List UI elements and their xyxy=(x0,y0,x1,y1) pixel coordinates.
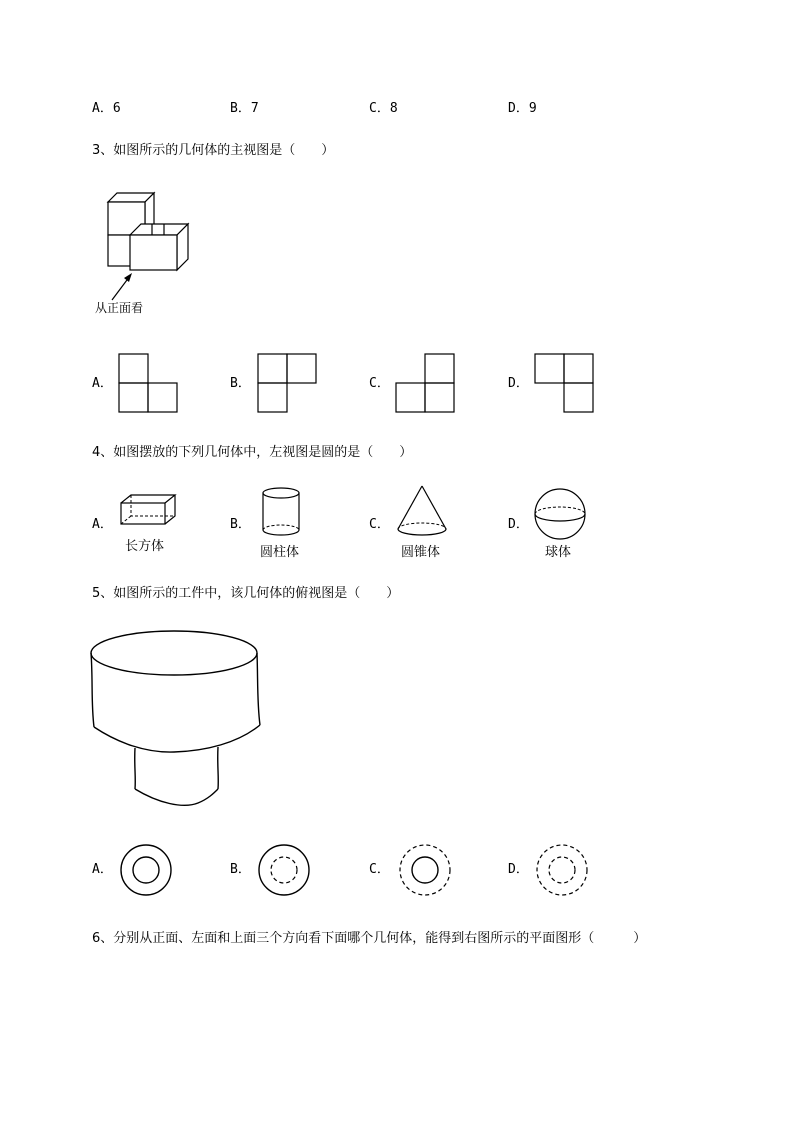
q5-option-a-figure[interactable] xyxy=(118,842,174,898)
q3-option-d-letter[interactable]: D． xyxy=(508,376,529,391)
cylinder-figure[interactable] xyxy=(260,486,302,538)
view-direction-label: 从正面看 xyxy=(95,301,144,315)
cone-figure[interactable] xyxy=(394,483,450,539)
q5-option-c-letter[interactable]: C． xyxy=(369,862,390,877)
q3-stem: 3、如图所示的几何体的主视图是（ ） xyxy=(92,143,335,158)
q5-option-b-letter[interactable]: B． xyxy=(230,862,251,877)
q4-caption-cuboid: 长方体 xyxy=(125,539,165,554)
q2-option-a[interactable]: A．6 xyxy=(92,101,121,116)
q3-cube-figure xyxy=(100,188,200,278)
view-direction-arrow xyxy=(108,270,138,304)
q5-stem: 5、如图所示的工件中，该几何体的俯视图是（ ） xyxy=(92,586,400,601)
q4-option-b-letter[interactable]: B． xyxy=(230,517,251,532)
q3-option-c-figure[interactable] xyxy=(395,353,457,415)
q5-option-b-figure[interactable] xyxy=(256,842,312,898)
q2-option-d[interactable]: D．9 xyxy=(508,101,537,116)
q4-option-d-letter[interactable]: D． xyxy=(508,517,529,532)
q3-option-b-letter[interactable]: B． xyxy=(230,376,251,391)
q5-option-d-letter[interactable]: D． xyxy=(508,862,529,877)
q6-stem: 6、分别从正面、左面和上面三个方向看下面哪个几何体，能得到右图所示的平面图形（ ） xyxy=(92,931,647,946)
q4-option-c-letter[interactable]: C． xyxy=(369,517,390,532)
q2-option-c[interactable]: C．8 xyxy=(369,101,398,116)
q3-option-c-letter[interactable]: C． xyxy=(369,376,390,391)
q4-option-a-letter[interactable]: A． xyxy=(92,517,113,532)
q3-option-b-figure[interactable] xyxy=(257,353,319,415)
q4-stem: 4、如图摆放的下列几何体中，左视图是圆的是（ ） xyxy=(92,445,413,460)
q4-caption-cylinder: 圆柱体 xyxy=(260,545,300,560)
q5-option-d-figure[interactable] xyxy=(534,842,590,898)
q3-option-a-letter[interactable]: A． xyxy=(92,376,113,391)
sphere-figure[interactable] xyxy=(533,487,587,541)
q3-option-d-figure[interactable] xyxy=(534,353,596,415)
workpiece-figure xyxy=(88,625,264,811)
q4-caption-cone: 圆锥体 xyxy=(401,545,441,560)
q5-option-c-figure[interactable] xyxy=(397,842,453,898)
q2-option-b[interactable]: B．7 xyxy=(230,101,259,116)
q4-caption-sphere: 球体 xyxy=(545,545,572,560)
q5-option-a-letter[interactable]: A． xyxy=(92,862,113,877)
cuboid-figure[interactable] xyxy=(118,492,180,528)
q3-option-a-figure[interactable] xyxy=(118,353,180,415)
